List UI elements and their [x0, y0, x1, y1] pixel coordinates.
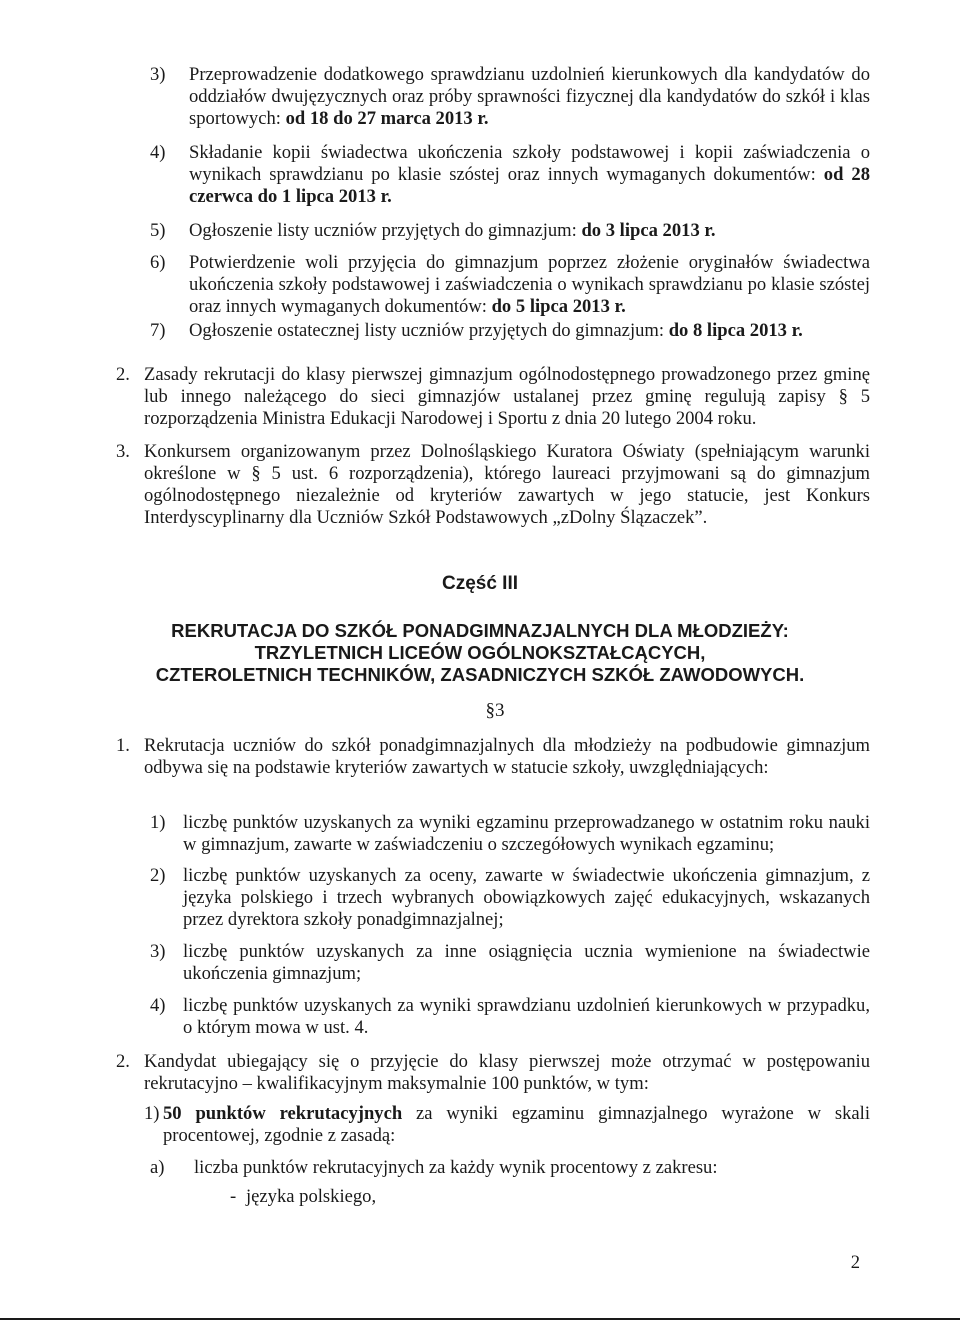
item-number: 3): [150, 941, 166, 962]
list-item: [150, 252, 870, 318]
page-number: 2: [850, 1252, 860, 1273]
paragraph-sign: §3: [485, 700, 505, 721]
list-item: [230, 1186, 870, 1208]
item-number: 7): [150, 320, 166, 341]
list-item: [150, 865, 870, 931]
heading-line: CZTEROLETNICH TECHNIKÓW, ZASADNICZYCH SZKÓŁ ZAWODOWYCH.: [155, 664, 805, 685]
item-text: Potwierdzenie woli przyjęcia do gimnazjum poprzez złożenie oryginałów świadectwa ukończenia szkoły podstawowej i zaświadczenia o wynikach sprawdzianu po klasie szóstej oraz innych wymaganych dokumentów: do 5 lipca 2013 r.: [189, 252, 870, 317]
item-text: Składanie kopii świadectwa ukończenia szkoły podstawowej i kopii zaświadczenia o wynikach sprawdzianu po klasie szóstej oraz innych wymaganych dokumentów: od 28 czerwca do 1 lipca 2013 r.: [189, 142, 870, 207]
list-item: [150, 941, 870, 985]
item-text: Ogłoszenie listy uczniów przyjętych do gimnazjum: do 3 lipca 2013 r.: [189, 220, 716, 241]
item-number: 4): [150, 142, 166, 163]
item-text: liczbę punktów uzyskanych za wyniki sprawdzianu uzdolnień kierunkowych w przypadku, o którym mowa w ust. 4.: [183, 995, 870, 1038]
heading-line: REKRUTACJA DO SZKÓŁ PONADGIMNAZJALNYCH DLA MŁODZIEŻY:: [171, 620, 789, 641]
item-number: 2): [150, 865, 166, 886]
item-text: języka polskiego,: [246, 1186, 377, 1207]
paragraph-text: Zasady rekrutacji do klasy pierwszej gimnazjum ogólnodostępnego prowadzonego przez gminę lub innego należącego do sieci gimnazjów ustalanej przez gminę regulują zapisy § 5 rozporządzenia Ministra Edukacji Narodowej i Sportu z dnia 20 lutego 2004 roku.: [144, 364, 870, 429]
numbered-paragraph: [116, 1051, 870, 1095]
heading-line: TRZYLETNICH LICEÓW OGÓLNOKSZTAŁCĄCYCH,: [254, 642, 706, 663]
item-number: 3): [150, 64, 166, 85]
dash-bullet: -: [230, 1186, 237, 1207]
list-item: [150, 142, 870, 208]
list-item: [150, 64, 870, 130]
list-item: [150, 220, 870, 242]
item-text: 50 punktów rekrutacyjnych za wyniki egzaminu gimnazjalnego wyrażone w skali procentowej, zgodnie z zasadą:: [163, 1103, 870, 1146]
numbered-paragraph: [116, 364, 870, 430]
item-number: 1): [144, 1103, 160, 1124]
paragraph-text: Kandydat ubiegający się o przyjęcie do klasy pierwszej może otrzymać w postępowaniu rekrutacyjno – kwalifikacyjnym maksymalnie 100 punktów, w tym:: [144, 1051, 870, 1094]
paragraph-text: Rekrutacja uczniów do szkół ponadgimnazjalnych dla młodzieży na podbudowie gimnazjum odbywa się na podstawie kryteriów zawartych w statucie szkoły, uwzględniających:: [144, 735, 870, 778]
paragraph-number: 2.: [116, 1051, 130, 1072]
numbered-paragraph: [116, 441, 870, 529]
list-item: [150, 320, 870, 342]
section-heading: [0, 620, 960, 686]
paragraph-number: 3.: [116, 441, 130, 462]
part-title: Część III: [441, 573, 519, 594]
list-item: [144, 1103, 870, 1147]
item-number: a): [150, 1157, 165, 1178]
item-text: Ogłoszenie ostatecznej listy uczniów przyjętych do gimnazjum: do 8 lipca 2013 r.: [189, 320, 803, 341]
paragraph-text: Konkursem organizowanym przez Dolnośląskiego Kuratora Oświaty (spełniającym warunki określone w § 5 ust. 6 rozporządzenia), którego laureaci przyjmowani są do gimnazjum ogólnodostępnego niezależnie od kryteriów zawartych w jego statucie, jest Konkurs Interdyscyplinarny dla Uczniów Szkół Podstawowych „zDolny Ślązaczek”.: [144, 441, 870, 528]
list-item: [150, 812, 870, 856]
item-number: 6): [150, 252, 166, 273]
item-text: Przeprowadzenie dodatkowego sprawdzianu uzdolnień kierunkowych dla kandydatów do oddziałów dwujęzycznych oraz próby sprawności fizycznej dla kandydatów do szkół i klas sportowych: od 18 do 27 marca 2013 r.: [189, 64, 870, 129]
numbered-paragraph: [116, 735, 870, 779]
paragraph-number: 1.: [116, 735, 130, 756]
item-number: 1): [150, 812, 166, 833]
item-text: liczbę punktów uzyskanych za inne osiągnięcia ucznia wymienione na świadectwie ukończenia gimnazjum;: [183, 941, 870, 984]
bottom-rule: [0, 1318, 960, 1320]
item-number: 5): [150, 220, 166, 241]
item-text: liczbę punktów uzyskanych za oceny, zawarte w świadectwie ukończenia gimnazjum, z języka polskiego i trzech wybranych obowiązkowych zajęć edukacyjnych, wskazanych przez dyrektora szkoły ponadgimnazjalnej;: [183, 865, 870, 930]
list-item: [150, 1157, 870, 1179]
list-item: [150, 995, 870, 1039]
item-text: liczbę punktów uzyskanych za wyniki egzaminu przeprowadzanego w ostatnim roku nauki w gimnazjum, zawarte w zaświadczeniu o szczegółowych wynikach egzaminu;: [183, 812, 870, 855]
item-number: 4): [150, 995, 166, 1016]
paragraph-number: 2.: [116, 364, 130, 385]
item-text: liczba punktów rekrutacyjnych za każdy wynik procentowy z zakresu:: [194, 1157, 718, 1178]
